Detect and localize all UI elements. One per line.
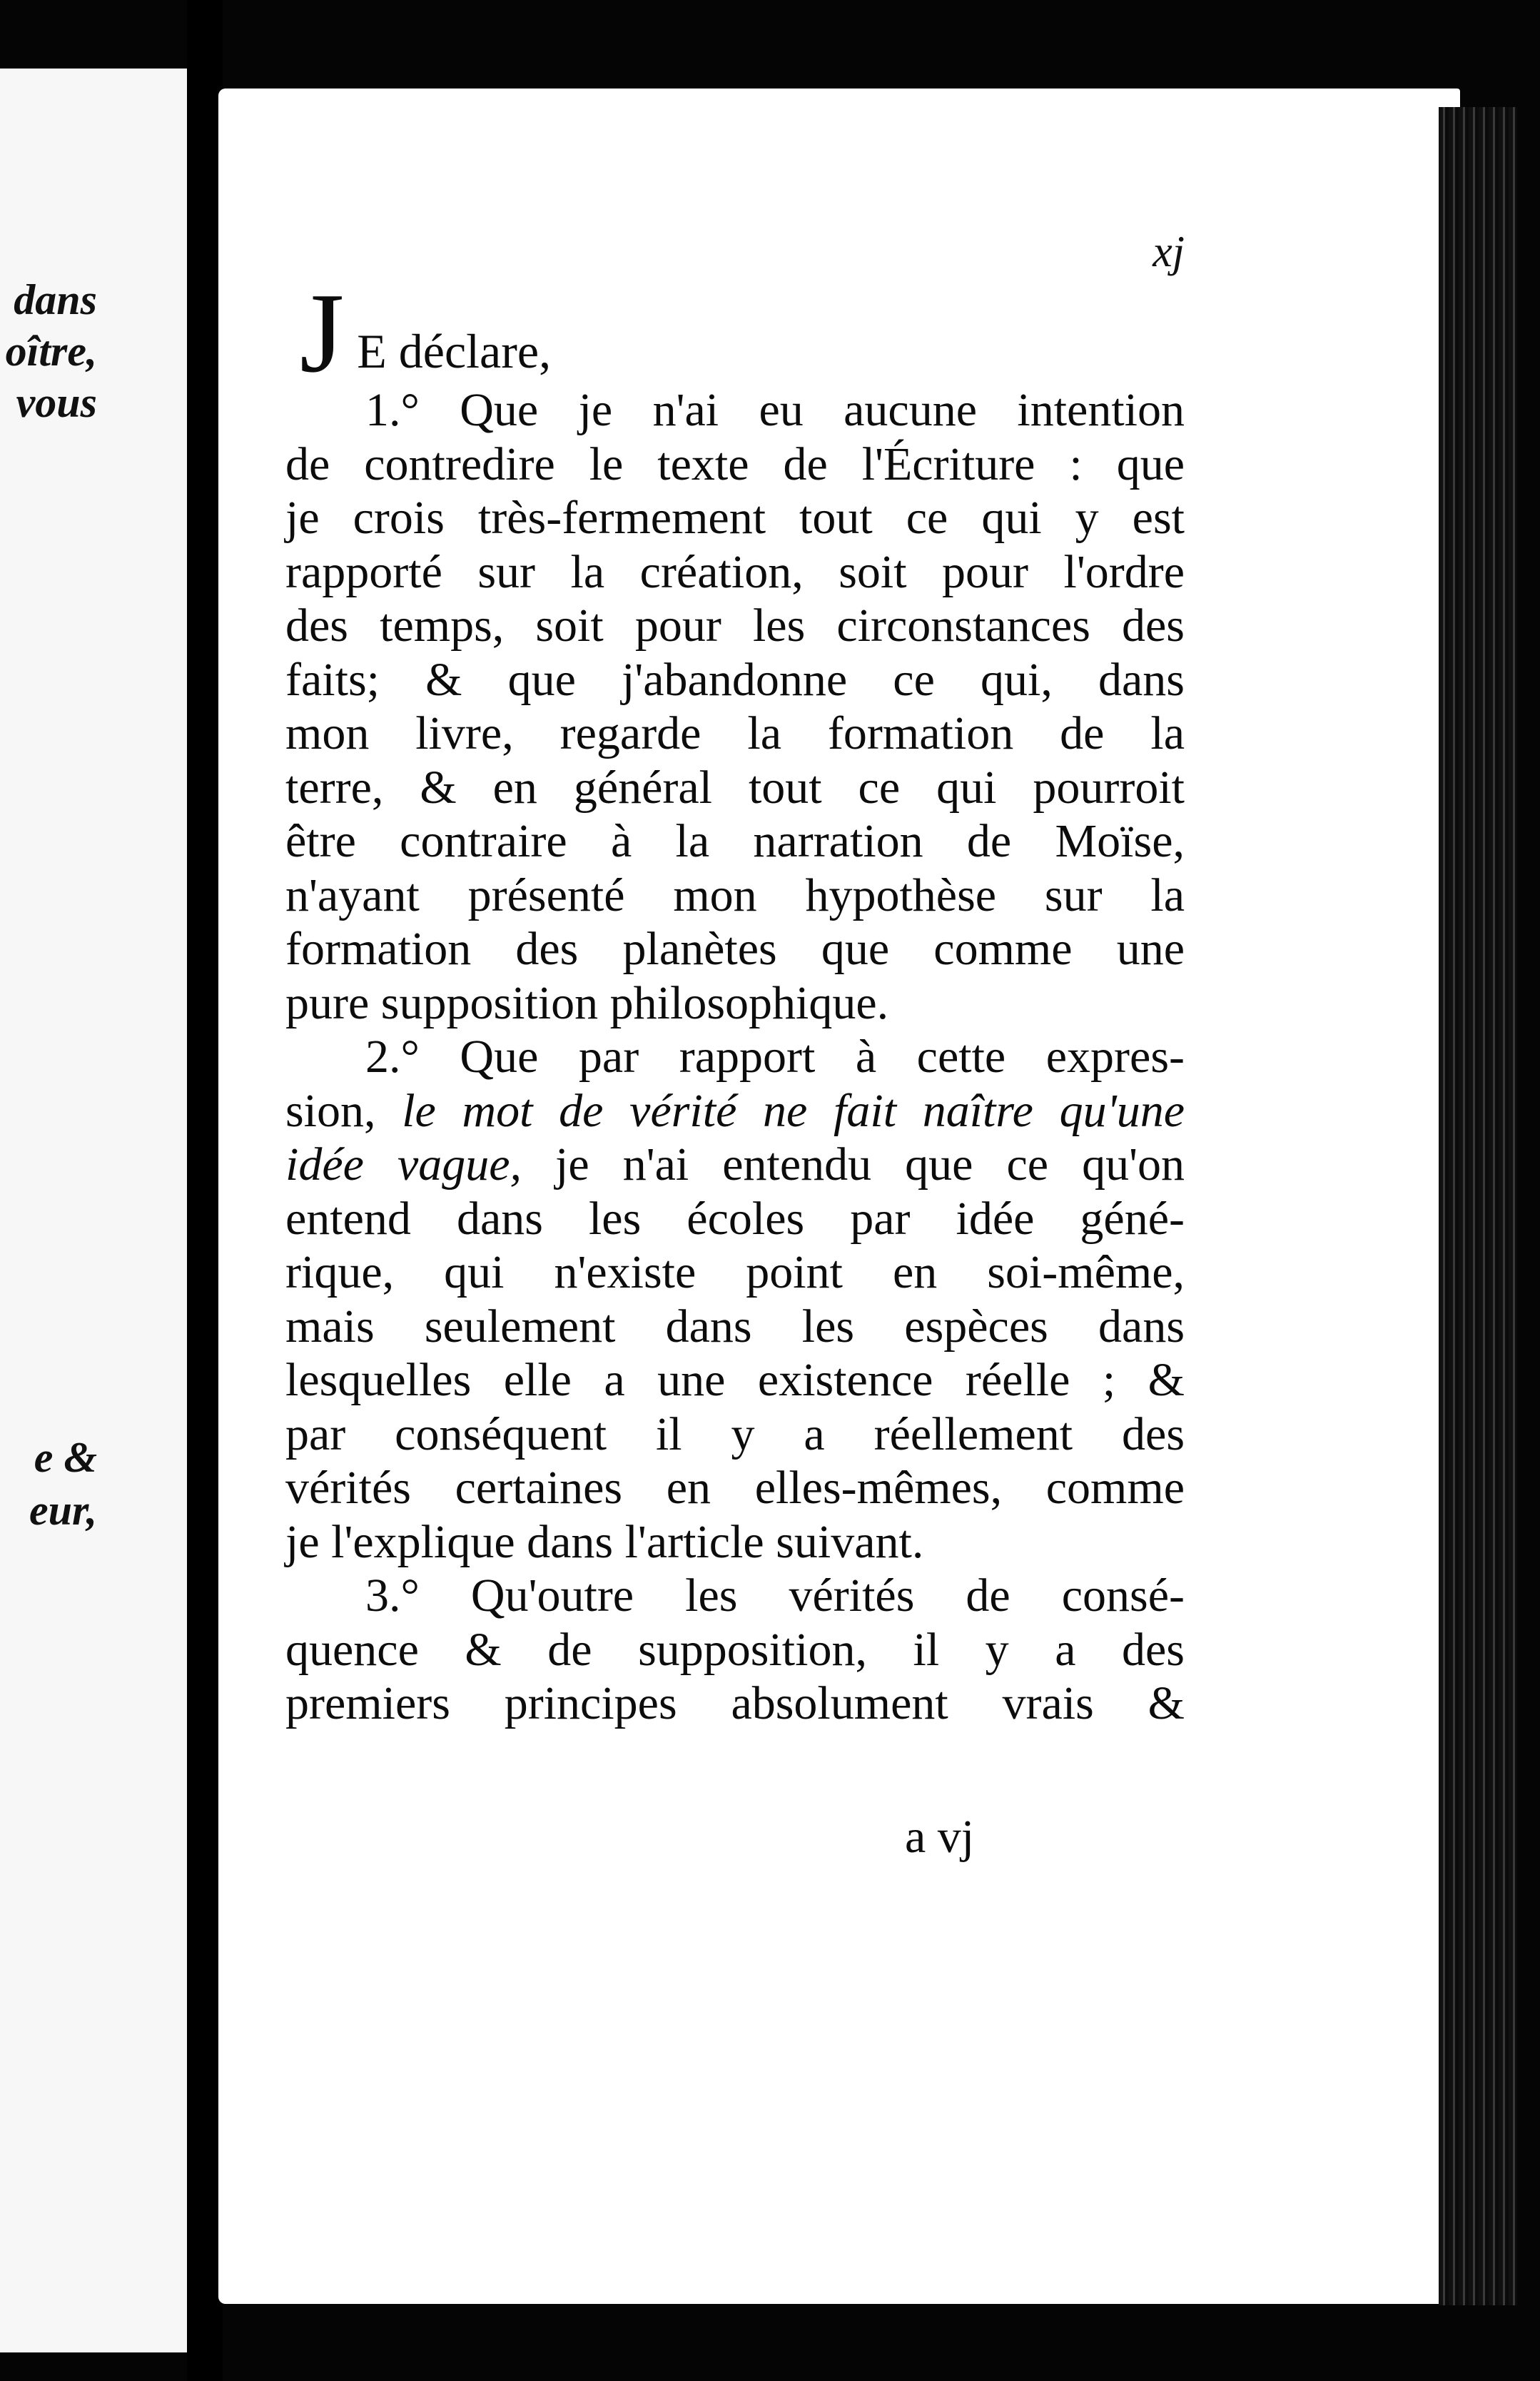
text-line: rique, qui n'existe point en soi-même, xyxy=(285,1246,1185,1298)
text-line: je crois très-fermement tout ce qui y est xyxy=(285,492,1185,544)
text-line: formation des planètes que comme une xyxy=(285,923,1185,975)
previous-page-fragment: e & xyxy=(34,1434,97,1481)
body-text xyxy=(285,383,1185,1731)
page-number: xj xyxy=(1153,228,1185,276)
text-line: faits; & que j'abandonne ce qui, dans xyxy=(285,653,1185,706)
text-line-mixed xyxy=(285,1138,1185,1192)
text-line-mixed xyxy=(285,1084,1185,1138)
text-line: rapporté sur la création, soit pour l'ordre xyxy=(285,545,1185,598)
text-line: de contredire le texte de l'Écriture : que xyxy=(285,438,1185,490)
opening-line xyxy=(300,269,552,396)
italic-segment: le mot de vérité ne fait naître qu'une xyxy=(402,1084,1185,1137)
text-line: mon livre, regarde la formation de la xyxy=(285,707,1185,759)
text-line: premiers principes absolument vrais & xyxy=(285,1677,1185,1729)
catchword: a vj xyxy=(905,1811,975,1863)
text-line: terre, & en général tout ce qui pourroit xyxy=(285,761,1185,814)
text-line: entend dans les écoles par idée géné- xyxy=(285,1192,1185,1245)
drop-cap: J xyxy=(300,269,345,396)
text-line: mais seulement dans les espèces dans xyxy=(285,1300,1185,1353)
text-segment: je n'ai entendu que ce qu'on xyxy=(522,1138,1185,1190)
text-segment: sion, xyxy=(285,1084,402,1137)
previous-page-fragment: vous xyxy=(16,379,97,426)
text-line: 1.° Que je n'ai eu aucune intention xyxy=(365,384,1185,436)
text-line: 3.° Qu'outre les vérités de consé- xyxy=(365,1569,1185,1622)
text-line: 2.° Que par rapport à cette expres- xyxy=(365,1031,1185,1083)
previous-page-fragment: oître, xyxy=(5,328,97,375)
previous-page xyxy=(0,69,191,2352)
text-line: n'ayant présenté mon hypothèse sur la xyxy=(285,869,1185,921)
text-line: vérités certaines en elles-mêmes, comme xyxy=(285,1462,1185,1514)
text-line: être contraire à la narration de Moïse, xyxy=(285,815,1185,867)
text-line: par conséquent il y a réellement des xyxy=(285,1407,1185,1460)
book-gutter xyxy=(187,0,223,2381)
text-line: je l'explique dans l'article suivant. xyxy=(285,1515,924,1568)
opening-text: E déclare, xyxy=(357,324,552,378)
text-line: pure supposition philosophique. xyxy=(285,976,889,1029)
italic-segment: idée vague, xyxy=(285,1138,522,1190)
text-line: lesquelles elle a une existence réelle ; & xyxy=(285,1354,1185,1406)
text-line: quence & de supposition, il y a des xyxy=(285,1623,1185,1676)
page-edges xyxy=(1439,107,1517,2305)
previous-page-fragment: eur, xyxy=(29,1487,97,1534)
previous-page-fragment: dans xyxy=(14,276,97,323)
text-line: des temps, soit pour les circonstances des xyxy=(285,600,1185,652)
